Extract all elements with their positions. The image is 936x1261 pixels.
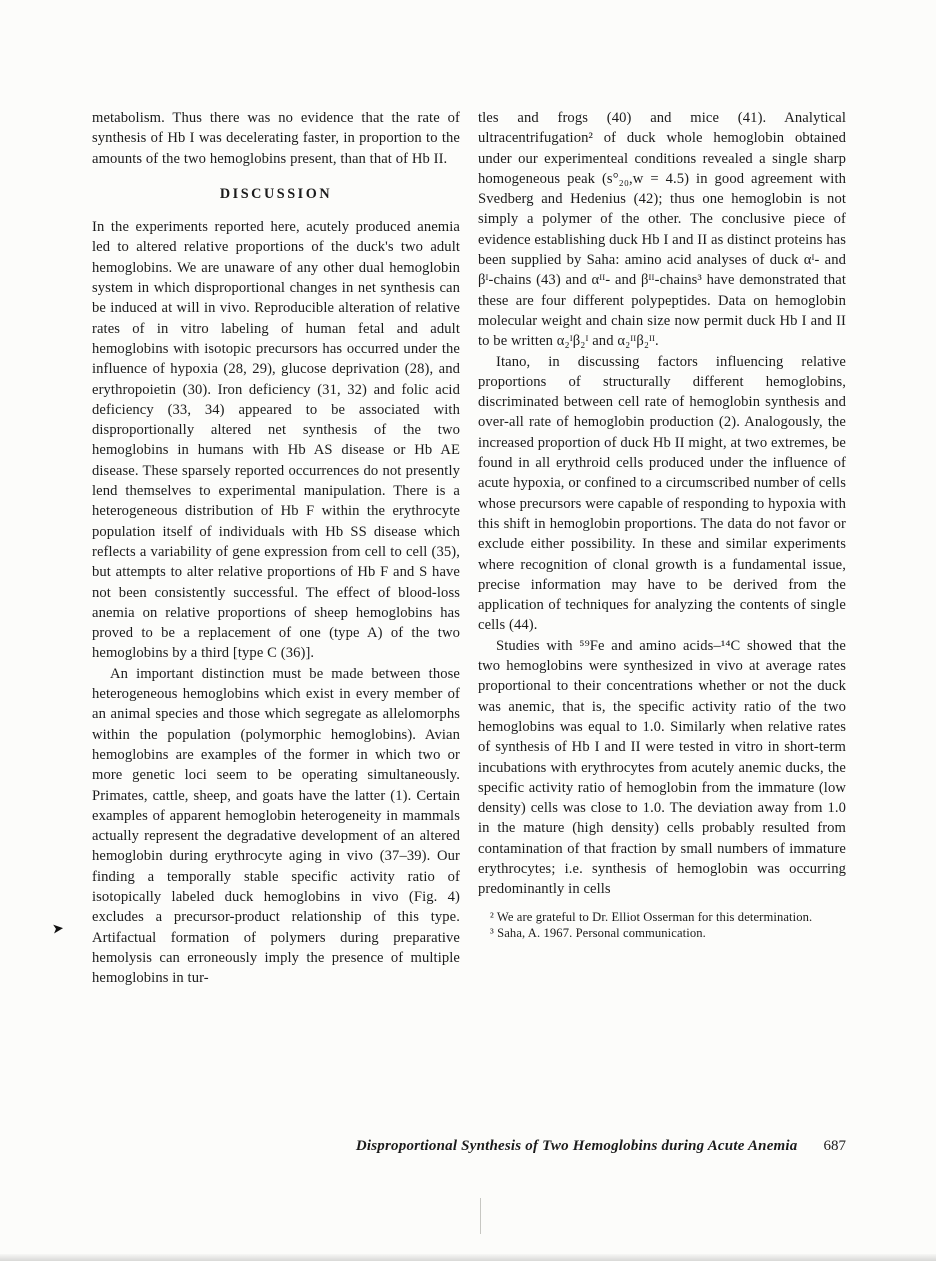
paragraph: metabolism. Thus there was no evidence that the rate of synthesis of Hb I was decelerating faster, in proportion to the amounts of the two hemoglobins present, than that of Hb II. — [92, 110, 460, 167]
two-column-text-block — [92, 108, 846, 988]
paragraph: tles and frogs (40) and mice (41). Analytical ultracentrifugation² of duck whole hemoglobin obtained under our experimenteal conditions revealed a single sharp homogeneous peak (s°₂₀,w = 4.5) in good agreement with Svedberg and Hedenius (42); thus one hemoglobin is not simply a polymer of the other. The conclusive piece of evidence establishing duck Hb I and II as distinct proteins has been supplied by Saha: amino acid analyses of duck αᴵ- and βᴵ-chains (43) and αᴵᴵ- and βᴵᴵ-chains³ have demonstrated that these are four different polypeptides. Data on hemoglobin molecular weight and chain size now permit duck Hb I and II to be written α₂ᴵβ₂ᴵ and α₂ᴵᴵβ₂ᴵᴵ. — [478, 110, 846, 350]
paragraph: Itano, in discussing factors influencing relative proportions of structurally different hemoglobins, discriminated between cell rate of hemoglobin synthesis and over-all rate of hemoglobin production (2). Analogously, the increased proportion of duck Hb II might, at two extremes, be found in all erythroid cells produced under the influence of acute hypoxia, or confined to a circumscribed number of cells whose precursors were capable of responding to hypoxia with this shift in hemoglobin proportions. The data do not favor or exclude either possibility. In these and similar experiments where recognition of clonal growth is a fundamental issue, precise information may have to be derived from the application of techniques for analyzing the contents of single cells (44). — [478, 353, 846, 634]
paragraph: In the experiments reported here, acutely produced anemia led to altered relative proportions of the duck's two adult hemoglobins. We are unaware of any other dual hemoglobin system in which disproportional changes in net synthesis can be induced at will in vivo. Reproducible alteration of relative rates of in vitro labeling of human fetal and adult hemoglobins with isotopic precursors has occurred under the influence of hypoxia (28, 29), glucose deprivation (28), and erythropoietin (30). Iron deficiency (31, 32) and folic acid deficiency (33, 34) appeared to be associated with disproportionally altered net synthesis of the two hemoglobins in humans with Hb AS disease or Hb AE disease. These sparsely reported occurrences do not presently lend themselves to experimental manipulation. There is a heterogeneous distribution of Hb F within the erythrocyte population itself of individuals with Hb SS disease which reflects a variability of gene expression from cell to cell (35), but attempts to alter relative proportions of Hb F and S have not been consistently successful. The effect of blood-loss anemia on relative proportions of sheep hemoglobins has proved to be a replacement of one (type A) of the two hemoglobins by a third [type C (36)]. — [92, 219, 460, 662]
footnote: ³ Saha, A. 1967. Personal communication. — [490, 926, 706, 941]
page-footer — [92, 1138, 846, 1155]
footnotes-block — [478, 909, 846, 943]
running-title: Disproportional Synthesis of Two Hemoglobins during Acute Anemia — [355, 1138, 798, 1154]
footnote: ² We are grateful to Dr. Elliot Osserman for this determination. — [490, 909, 813, 924]
scan-artifact-line — [480, 1198, 481, 1234]
section-heading-discussion: DISCUSSION — [219, 185, 333, 202]
paragraph: Studies with ⁵⁹Fe and amino acids–¹⁴C showed that the two hemoglobins were synthesized in vivo at average rates proportional to their concentrations whether or not the duck was anemic, that is, the specific activity ratio of the two hemoglobins was equal to 1.0. Similarly when relative rates of synthesis of Hb I and II were tested in vitro in short-term incubations with erythrocytes from acutely anemic ducks, the specific activity ratio of hemoglobin from the immature (low density) cells was close to 1.0. The deviation away from 1.0 in the mature (high density) cells probably resulted from contamination of that fraction by small numbers of immature erythrocytes; i.e. synthesis of hemoglobin was occurring predominantly in cells — [478, 637, 846, 898]
right-column — [478, 108, 846, 988]
left-column — [92, 108, 460, 988]
margin-annotation-arrow-icon: ➤ — [51, 920, 65, 938]
page-bottom-edge — [0, 1254, 936, 1261]
paragraph: An important distinction must be made between those heterogeneous hemoglobins which exist in every member of an animal species and those which segregate as allelomorphs within the population (polymorphic hemoglobins). Avian hemoglobins are examples of the former in which two or more genetic loci seem to be operating simultaneously. Primates, cattle, sheep, and goats have the latter (1). Certain examples of apparent hemoglobin heterogeneity in mammals actually represent the degradative development of an altered hemoglobin during erythrocyte aging in vivo (37–39). Our finding a temporally stable specific activity ratio of isotopically labeled duck hemoglobins in vivo (Fig. 4) excludes a precursor-product relationship of this type. Artifactual formation of polymers during preparative hemolysis can erroneously imply the presence of multiple hemoglobins in tur- — [92, 665, 460, 987]
page-number: 687 — [823, 1138, 846, 1154]
